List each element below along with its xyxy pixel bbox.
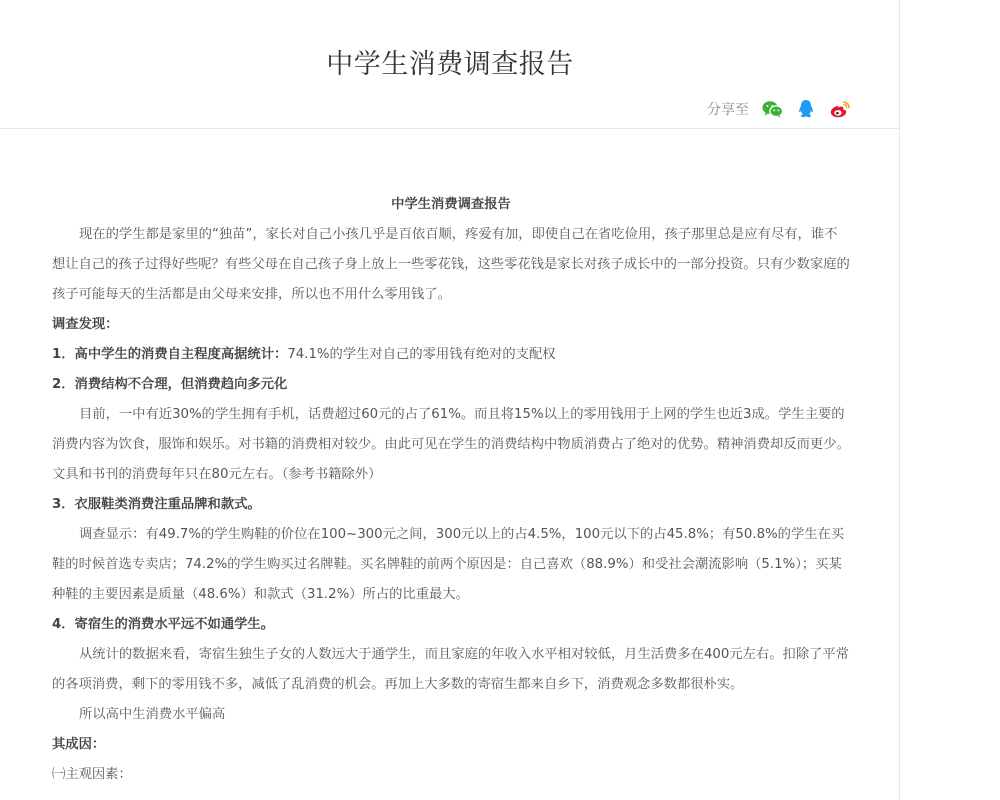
article-title: 中学生消费调查报告 (391, 197, 511, 212)
finding-3-paragraph: 调查显示：有49.7%的学生购鞋的价位在100~300元之间，300元以上的占4.5%，100元以下的占45.8%；有50.8%的学生在买鞋的时候首选专卖店；74.2%的学生购买过名牌鞋。买名牌鞋的前两个原因是：自己喜欢（88.9%）和受社会潮流影响（5.1%）；买某种鞋的主要因素是质量（48.6%）和款式（31.2%）所占的比重最大。 (52, 527, 845, 602)
intro-paragraph: 现在的学生都是家里的“独苗”，家长对自己小孩几乎是百依百顺，疼爱有加，即使自己在省吃俭用，孩子那里总是应有尽有，谁不想让自己的孩子过得好些呢？有些父母在自己孩子身上放上一些零花钱，这些零花钱是家长对孩子成长中的一部分投资。只有少数家庭的孩子可能每天的生活都是由父母来安排，所以也不用什么零用钱了。 (52, 227, 850, 302)
wechat-icon[interactable] (761, 98, 783, 120)
finding-4-paragraph: 从统计的数据来看，寄宿生独生子女的人数远大于通学生，而且家庭的年收入水平相对较低，月生活费多在400元左右。扣除了平常的各项消费，剩下的零用钱不多，减低了乱消费的机会。再加上大多数的寄宿生都来自乡下，消费观念多数都很朴实。 (52, 647, 850, 692)
qq-icon[interactable] (795, 98, 817, 120)
finding-2-heading: 2．消费结构不合理，但消费趋向多元化 (52, 377, 288, 392)
subjective-factors: ㈠主观因素： (52, 767, 132, 782)
causes-heading: 其成因： (52, 737, 106, 752)
share-bar (707, 98, 851, 120)
findings-heading: 调查发现： (52, 317, 119, 332)
finding-4-heading: 4．寄宿生的消费水平远不如通学生。 (52, 617, 275, 632)
finding-1 (52, 340, 850, 370)
conclusion-paragraph: 所以高中生消费水平偏高 (79, 707, 226, 722)
finding-2-paragraph: 目前，一中有近30%的学生拥有手机，话费超过60元的占了61%。而且将15%以上的零用钱用于上网的学生也近3成。学生主要的消费内容为饮食，服饰和娱乐。对书籍的消费相对较少。由此可见在学生的消费结构中物质消费占了绝对的优势。精神消费却反而更少。文具和书刊的消费每年只在80元左右。（参考书籍除外） (52, 407, 850, 482)
weibo-icon[interactable] (829, 98, 851, 120)
page-title: 中学生消费调查报告 (326, 49, 574, 80)
finding-1-heading: 1．高中学生的消费自主程度高据统计： (52, 347, 288, 362)
finding-3-heading: 3．衣服鞋类消费注重品牌和款式。 (52, 497, 261, 512)
finding-1-text: 74.1%的学生对自己的零用钱有绝对的支配权 (287, 347, 556, 362)
page-header (0, 0, 899, 129)
share-label: 分享至 (707, 102, 749, 118)
article-body (52, 190, 850, 790)
